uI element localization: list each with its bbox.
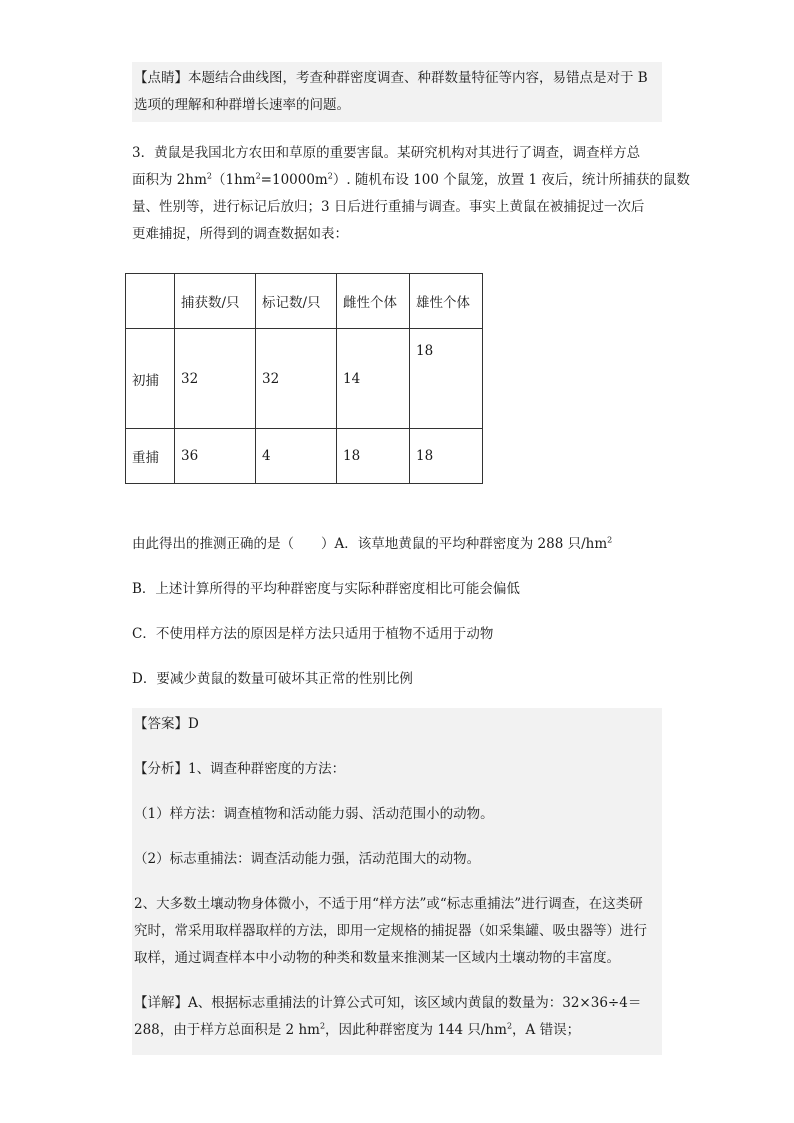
table-header-cell: 雌性个体: [337, 274, 410, 329]
option-b: B．上述计算所得的平均种群密度与实际种群密度相比可能会偏低: [132, 581, 520, 597]
analysis-line-5: 究时，常采用取样器取样的方法，即用一定规格的捕捉器（如采集罐、吸虫器等）进行: [134, 923, 647, 939]
option-stem-a: 由此得出的推测正确的是（ ）A．该草地黄鼠的平均种群密度为 288 只$/hm^2$: [132, 535, 613, 552]
table-cell: 4: [256, 429, 337, 484]
option-d: D．要减少黄鼠的数量可破坏其正常的性别比例: [132, 671, 413, 687]
table-cell: 32: [175, 329, 256, 429]
table-cell: 初捕: [126, 329, 175, 429]
detail-line-1: 【详解】A、根据标志重捕法的计算公式可知，该区域内黄鼠的数量为：32×36÷4＝: [134, 995, 642, 1011]
table-header-cell: [126, 274, 175, 329]
table-cell: 重捕: [126, 429, 175, 484]
question-line-2: 面积为 $2hm^2(1hm^2=10000m^2)$. 随机布设 100 个鼠笼，放置 1 夜后，统计所捕获的鼠数: [132, 171, 690, 188]
dianjing-line-1: 【点睛】本题结合曲线图，考查种群密度调查、种群数量特征等内容，易错点是对于 B: [134, 70, 648, 86]
question-block: [132, 140, 690, 248]
dianjing-line-2: 选项的理解和种群增长速率的问题。: [134, 97, 350, 113]
question-line-1: 3．黄鼠是我国北方农田和草原的重要害鼠。某研究机构对其进行了调查，调查样方总: [132, 145, 641, 161]
analysis-line-1: 【分析】1、调查种群密度的方法：: [134, 761, 346, 777]
table-cell: 14: [337, 329, 410, 429]
table-row: [126, 329, 483, 429]
answer-label: 【答案】D: [134, 716, 199, 732]
question-line-3: 量、性别等，进行标记后放归；3 日后进行重捕与调查。事实上黄鼠在被捕捉过一次后: [132, 199, 645, 215]
options-block: [132, 531, 662, 693]
table-cell: 18: [410, 429, 483, 484]
analysis-line-6: 取样，通过调查样本中小动物的种类和数量来推测某一区域内土壤动物的丰富度。: [134, 950, 620, 966]
survey-table: [125, 273, 483, 484]
detail-line-2: 288，由于样方总面积是 2 $hm^2$，因此种群密度为 144 只$/hm^2$，A 错误；: [134, 1021, 581, 1038]
table-cell: 18: [410, 329, 483, 429]
table-cell: 18: [337, 429, 410, 484]
analysis-line-3: （2）标志重捕法：调查活动能力强，活动范围大的动物。: [134, 851, 481, 867]
option-c: C．不使用样方法的原因是样方法只适用于植物不适用于动物: [132, 626, 494, 642]
table-header-cell: 雄性个体: [410, 274, 483, 329]
table-cell: 32: [256, 329, 337, 429]
analysis-line-4: 2、大多数土壤动物身体微小，不适于用“样方法”或“标志重捕法”进行调查，在这类研: [134, 896, 643, 912]
answer-block: [132, 708, 662, 1055]
table-header-cell: 捕获数/只: [175, 274, 256, 329]
dianjing-block: [132, 62, 662, 122]
question-line-4: 更难捕捉，所得到的调查数据如表：: [132, 226, 348, 242]
table-row: [126, 429, 483, 484]
analysis-line-2: （1）样方法：调查植物和活动能力弱、活动范围小的动物。: [134, 806, 494, 822]
table-header-cell: 标记数/只: [256, 274, 337, 329]
table-header-row: [126, 274, 483, 329]
table-cell: 36: [175, 429, 256, 484]
